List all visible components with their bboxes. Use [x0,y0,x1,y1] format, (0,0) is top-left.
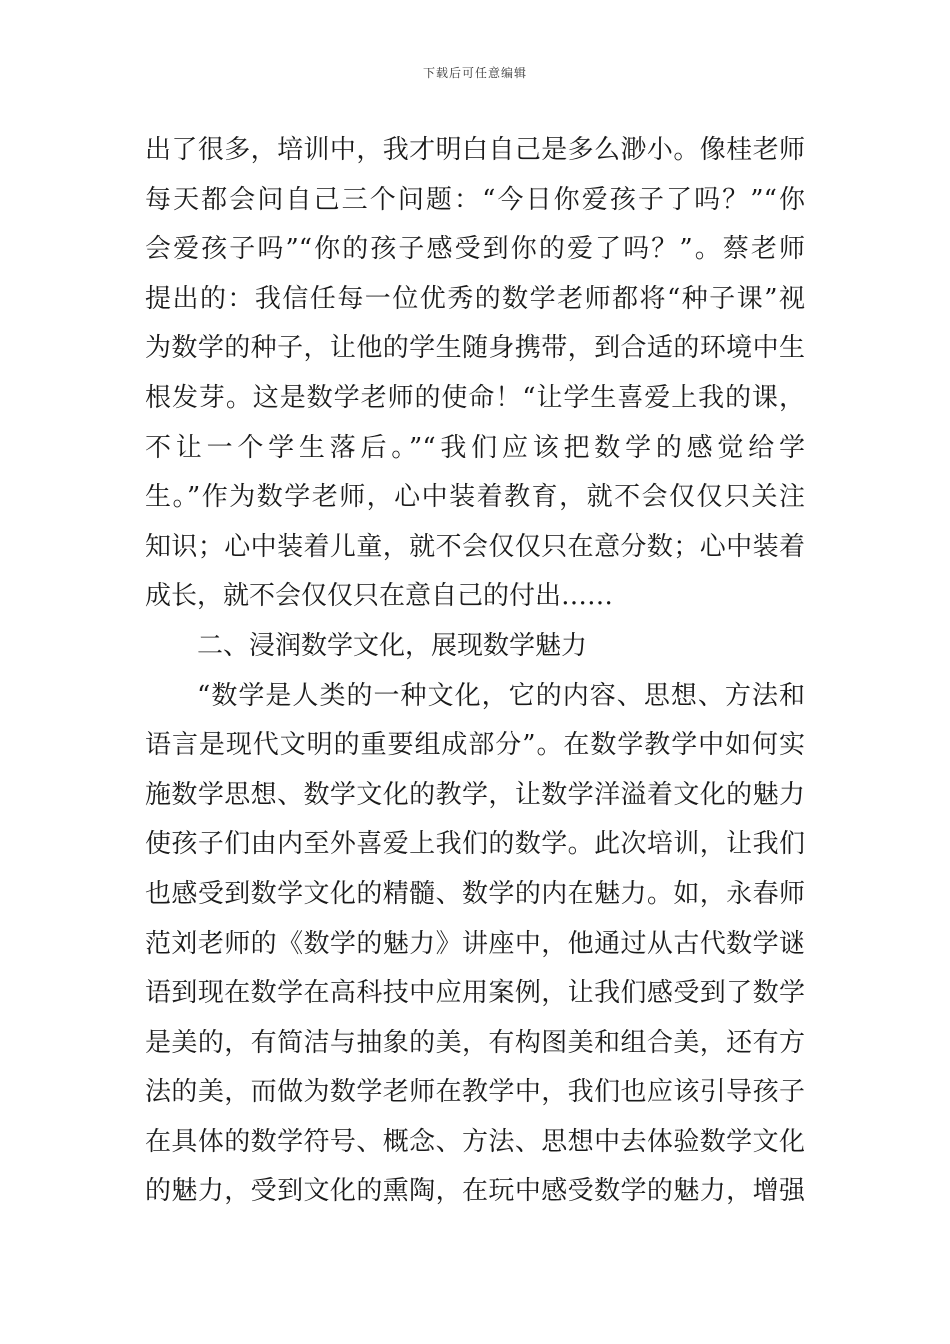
document-body [145,126,805,1217]
text-line: 知识；心中装着儿童，就不会仅仅只在意分数；心中装着 [145,531,805,562]
section-heading: 二、浸润数学文化，展现数学魅力 [197,630,588,661]
text-line: 在具体的数学符号、概念、方法、思想中去体验数学文化 [145,1126,805,1157]
text-line: 成长，就不会仅仅只在意自己的付出…… [145,581,614,612]
text-line: 提出的：我信任每一位优秀的数学老师都将“种子课”视 [145,283,805,314]
text-line: 生。”作为数学老师，心中装着教育，就不会仅仅只关注 [145,482,805,513]
text-line: 也感受到数学文化的精髓、数学的内在魅力。如，永春师 [145,878,805,909]
text-line: 语言是现代文明的重要组成部分”。在数学教学中如何实 [145,730,805,761]
text-line: 不让一个学生落后。”“我们应该把数学的感觉给学 [145,432,805,463]
text-line: 语到现在数学在高科技中应用案例，让我们感受到了数学 [145,978,805,1009]
text-line: 是美的，有简洁与抽象的美，有构图美和组合美，还有方 [145,1027,805,1058]
text-line: 施数学思想、数学文化的教学，让数学洋溢着文化的魅力 [145,779,805,810]
text-line: 出了很多，培训中，我才明白自己是多么渺小。像桂老师 [145,135,805,165]
text-line: 法的美，而做为数学老师在教学中，我们也应该引导孩子 [145,1077,805,1108]
text-line: 为数学的种子，让他的学生随身携带，到合适的环境中生 [145,333,805,364]
page-header: 下载后可任意编辑 [422,66,527,80]
text-line: 范刘老师的《数学的魅力》讲座中，他通过从古代数学谜 [145,928,805,959]
text-line: 使孩子们由内至外喜爱上我们的数学。此次培训，让我们 [145,829,805,860]
text-line: “数学是人类的一种文化，它的内容、思想、方法和 [197,680,805,711]
text-line: 每天都会问自己三个问题：“今日你爱孩子了吗？”“你 [145,184,805,215]
text-line: 会爱孩子吗”“你的孩子感受到你的爱了吗？”。蔡老师 [145,234,805,265]
text-line: 根发芽。这是数学老师的使命！“让学生喜爱上我的课， [145,382,805,413]
text-line: 的魅力，受到文化的熏陶，在玩中感受数学的魅力，增强 [145,1176,805,1207]
